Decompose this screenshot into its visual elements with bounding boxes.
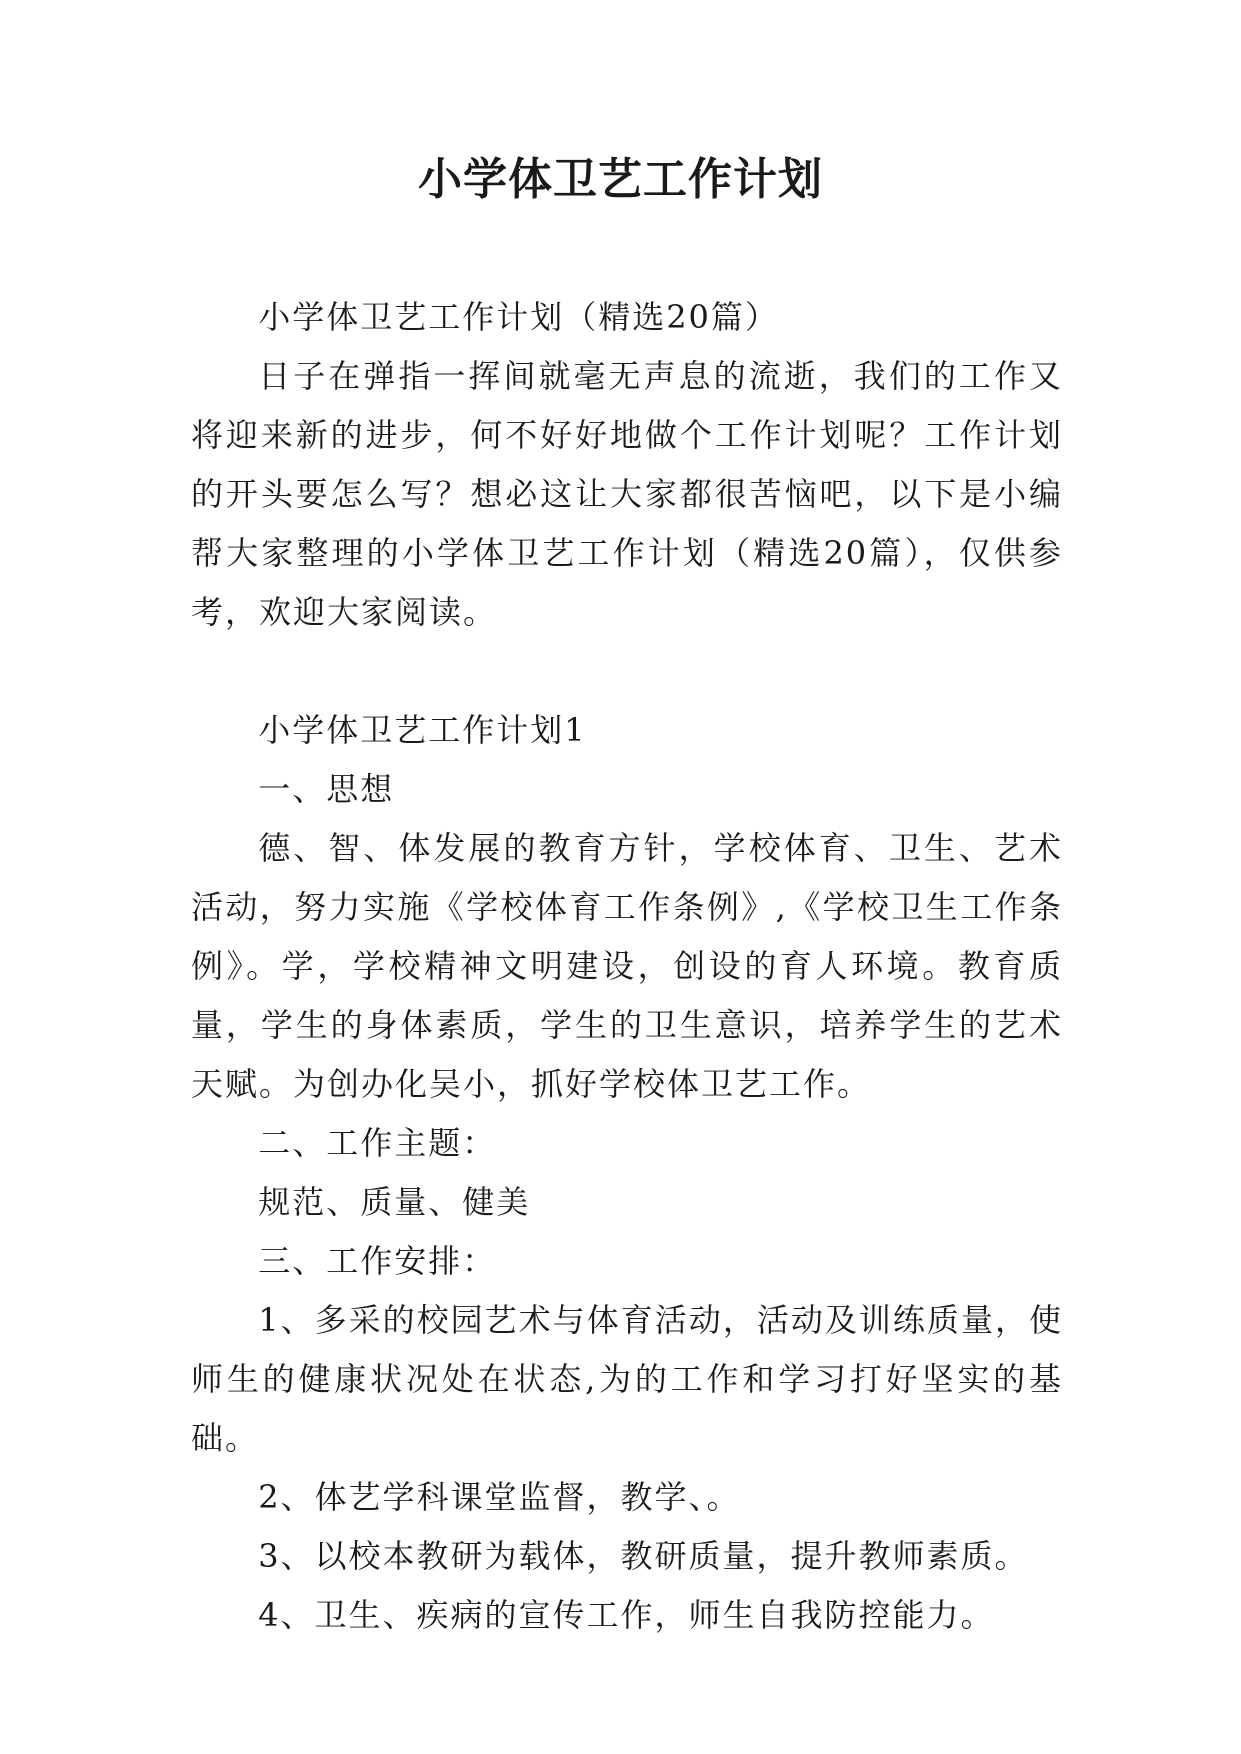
section-heading: 小学体卫艺工作计划1 — [258, 711, 587, 749]
document-body — [191, 288, 1063, 1645]
heading-thought: 一、思想 — [258, 770, 395, 808]
intro-paragraph: 日子在弹指一挥间就毫无声息的流逝，我们的工作又将迎来新的进步，何不好好地做个工作计划呢？工作计划的开头要怎么写？想必这让大家都很苦恼吧，以下是小编帮大家整理的小学体卫艺工作计划（精选20篇），仅供参考，欢迎大家阅读。 — [191, 357, 1063, 631]
arrangement-item-4: 4、卫生、疾病的宣传工作，师生自我防控能力。 — [258, 1596, 995, 1634]
thought-paragraph: 德、智、体发展的教育方针，学校体育、卫生、艺术活动，努力实施《学校体育工作条例》,《学校卫生工作条例》。学，学校精神文明建设，创设的育人环境。教育质量，学生的身体素质，学生的卫生意识，培养学生的艺术天赋。为创办化吴小，抓好学校体卫艺工作。 — [191, 829, 1063, 1103]
subtitle-paragraph: 小学体卫艺工作计划（精选20篇） — [258, 298, 779, 336]
arrangement-item-1: 1、多采的校园艺术与体育活动，活动及训练质量，使师生的健康状况处在状态,为的工作和学习打好坚实的基础。 — [191, 1301, 1063, 1457]
heading-work-theme: 二、工作主题： — [258, 1124, 497, 1162]
arrangement-item-2: 2、体艺学科课堂监督，教学、。 — [258, 1478, 741, 1516]
arrangement-item-3: 3、以校本教研为载体，教研质量，提升教师素质。 — [258, 1537, 1029, 1575]
paragraph-gap — [191, 642, 1063, 701]
heading-work-arrangement: 三、工作安排： — [258, 1242, 497, 1280]
document-title: 小学体卫艺工作计划 — [418, 154, 823, 205]
work-theme-paragraph: 规范、质量、健美 — [258, 1183, 531, 1221]
